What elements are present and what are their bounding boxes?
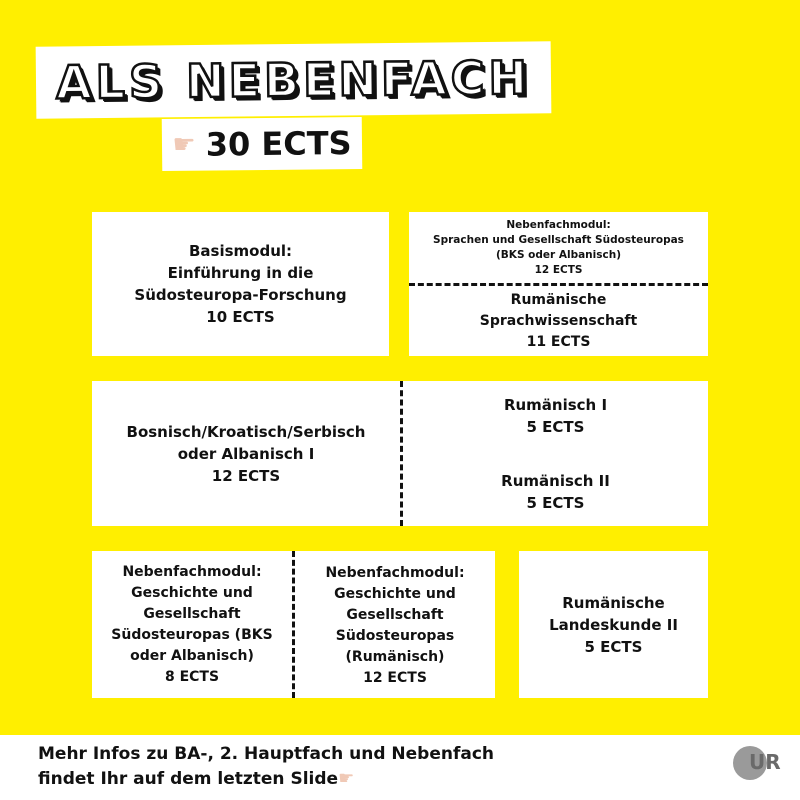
module-basis — [92, 212, 389, 356]
module-ects: 10 ECTS — [206, 308, 275, 326]
module-bks — [92, 381, 400, 526]
module-label: Rumänisch II — [501, 471, 610, 490]
page-title: ALS NEBENFACH — [55, 50, 532, 110]
pointing-hand-icon: ☛ — [172, 129, 196, 160]
module-label: oder Albanisch) — [130, 647, 254, 664]
footer-line: Mehr Infos zu BA-, 2. Hauptfach und Nebenfach — [38, 744, 495, 764]
module-rumaenisch — [403, 381, 708, 526]
module-label: Gesellschaft — [346, 607, 444, 623]
module-geschichte-bks — [92, 551, 292, 698]
module-ects: 5 ECTS — [526, 493, 585, 512]
module-label: Südosteuropas — [335, 628, 455, 644]
module-sprachen-sprachwissenschaft — [409, 212, 708, 356]
ects-total: 30 ECTS — [205, 124, 352, 164]
module-ects: 5 ECTS — [584, 637, 643, 656]
module-label: Sprachen und Gesellschaft Südosteuropas — [433, 233, 684, 246]
module-label: Rumänisch I — [503, 395, 608, 414]
module-label: Südosteuropa-Forschung — [134, 286, 347, 304]
module-sprachwissenschaft — [409, 286, 708, 356]
title-banner — [36, 41, 552, 118]
module-label: oder Albanisch I — [177, 444, 315, 463]
module-label: Landeskunde II — [549, 615, 678, 634]
footer-line: findet Ihr auf dem letzten Slide — [38, 769, 339, 789]
module-sprachen-gesellschaft — [409, 212, 708, 283]
module-row-languages — [92, 381, 708, 526]
module-ects: 12 ECTS — [211, 466, 281, 485]
module-label: Einführung in die — [167, 264, 314, 282]
module-label: Rumänische — [510, 291, 607, 308]
module-ects: 8 ECTS — [164, 668, 220, 685]
module-label: (Rumänisch) — [345, 649, 445, 665]
module-geschichte-rum — [295, 551, 495, 698]
module-label: Sprachwissenschaft — [479, 312, 638, 329]
module-label: Nebenfachmodul: — [325, 565, 465, 581]
module-label: Geschichte und — [334, 586, 456, 602]
module-ects: 5 ECTS — [526, 417, 585, 436]
module-label: Gesellschaft — [143, 605, 241, 622]
module-label: Geschichte und — [131, 584, 253, 601]
logo-text: UR — [749, 750, 781, 774]
module-row-geschichte — [92, 551, 495, 698]
module-ects: 11 ECTS — [526, 333, 591, 350]
module-ects: 12 ECTS — [363, 670, 427, 686]
module-landeskunde — [519, 551, 708, 698]
module-label: Nebenfachmodul: — [122, 563, 262, 580]
module-label: Bosnisch/Kroatisch/Serbisch — [126, 422, 366, 441]
module-label: Basismodul: — [188, 242, 293, 260]
module-label: Nebenfachmodul: — [506, 218, 611, 231]
module-label: (BKS oder Albanisch) — [496, 248, 621, 261]
pointing-hand-icon: ☛ — [338, 768, 355, 789]
ects-total-banner — [162, 117, 363, 171]
module-label: Südosteuropas (BKS — [111, 626, 273, 643]
footer-info — [38, 742, 494, 792]
module-ects: 12 ECTS — [534, 263, 583, 276]
module-label: Rumänische — [562, 593, 665, 612]
